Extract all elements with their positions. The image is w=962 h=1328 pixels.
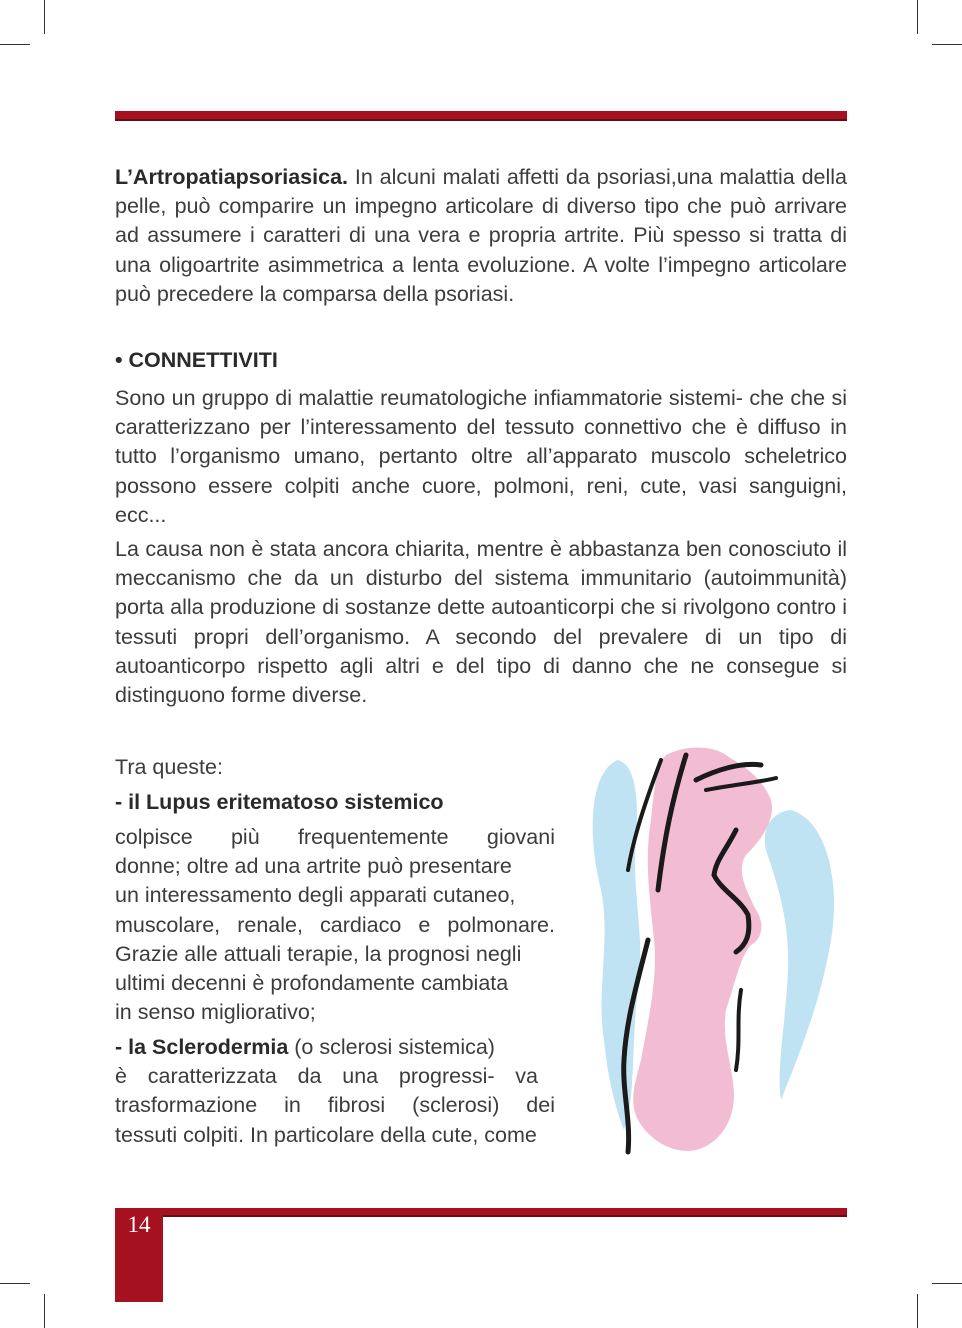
section-heading: • CONNETTIVITI: [115, 348, 278, 372]
section-paragraph-2: La causa non è stata ancora chiarita, mentre è abbastanza ben conosciuto il meccanismo che da un disturbo del sistema immunitario (autoimmunità) porta alla produzione di sostanze dette autoanticorpi che si rivolgono contro i tessuti propri dell’organismo. A secondo del prevalere di un tipo di autoanticorpo rispetto agli altri e del tipo di danno che ne consegue si distinguono forme diverse.: [115, 537, 847, 708]
crop-mark: [917, 1294, 918, 1328]
crop-mark: [44, 0, 45, 34]
sclero-rest: (o sclerosi sistemica): [288, 1035, 495, 1059]
lupus-line: in senso migliorativo;: [115, 1000, 316, 1025]
section-paragraph-1: Sono un gruppo di malattie reumatologiche infiammatorie sistemi- che che si caratterizzano per l’interessamento del tessuto connettivo che è diffuso in tutto l’organismo umano, pertanto oltre all’apparato muscolo scheletrico possono essere colpiti anche cuore, polmoni, reni, cute, vasi sanguigni, ecc...: [115, 386, 847, 527]
section-body: [115, 384, 847, 710]
page-number-box: [115, 1208, 163, 1302]
sclero-line: trasformazione in fibrosi (sclerosi) dei: [115, 1093, 555, 1118]
sclero-line: tessuti colpiti. In particolare della cute, come: [115, 1122, 537, 1147]
sclero-line: è caratterizzata da una progressi- va: [115, 1064, 538, 1089]
lupus-title: - il Lupus eritematoso sistemico: [115, 790, 444, 814]
lupus-line: Grazie alle attuali terapie, la prognosi negli: [115, 941, 522, 966]
lupus-line: donne; oltre ad una artrite può presentare: [115, 854, 512, 879]
list-intro: Tra queste:: [115, 755, 223, 779]
lupus-paragraph: [115, 823, 555, 1027]
lupus-line: muscolare, renale, cardiaco e polmonare.: [115, 912, 555, 937]
page-number: 14: [127, 1212, 151, 1237]
lupus-line: un interessamento degli apparati cutaneo,: [115, 883, 516, 908]
sclero-title: - la Sclerodermia: [115, 1035, 289, 1059]
sclero-paragraph: [115, 1033, 573, 1150]
intro-paragraph: [115, 163, 847, 309]
lupus-line: ultimi decenni è profondamente cambiata: [115, 971, 509, 996]
intro-title: L’Artropatiapsoriasica.: [115, 165, 348, 189]
crop-mark: [0, 44, 30, 45]
lupus-line: colpisce più frequentemente giovani: [115, 825, 555, 849]
crop-mark: [932, 44, 962, 45]
body-silhouette-illustration: [576, 740, 846, 1160]
crop-mark: [917, 0, 918, 34]
footer-rule: [163, 1208, 847, 1217]
crop-mark: [932, 1283, 962, 1284]
crop-mark: [44, 1294, 45, 1328]
crop-mark: [0, 1283, 30, 1284]
header-rule: [115, 111, 847, 121]
intro-body: In alcuni malati affetti da psoriasi,una malattia della pelle, può comparire un impegno articolare di diverso tipo che può arrivare ad assumere i caratteri di una vera e propria artrite. Più spesso si tratta di una oligoartrite asimmetrica a lenta evoluzione. A volte l’impegno articolare può precedere la comparsa della psoriasi.: [115, 165, 847, 306]
